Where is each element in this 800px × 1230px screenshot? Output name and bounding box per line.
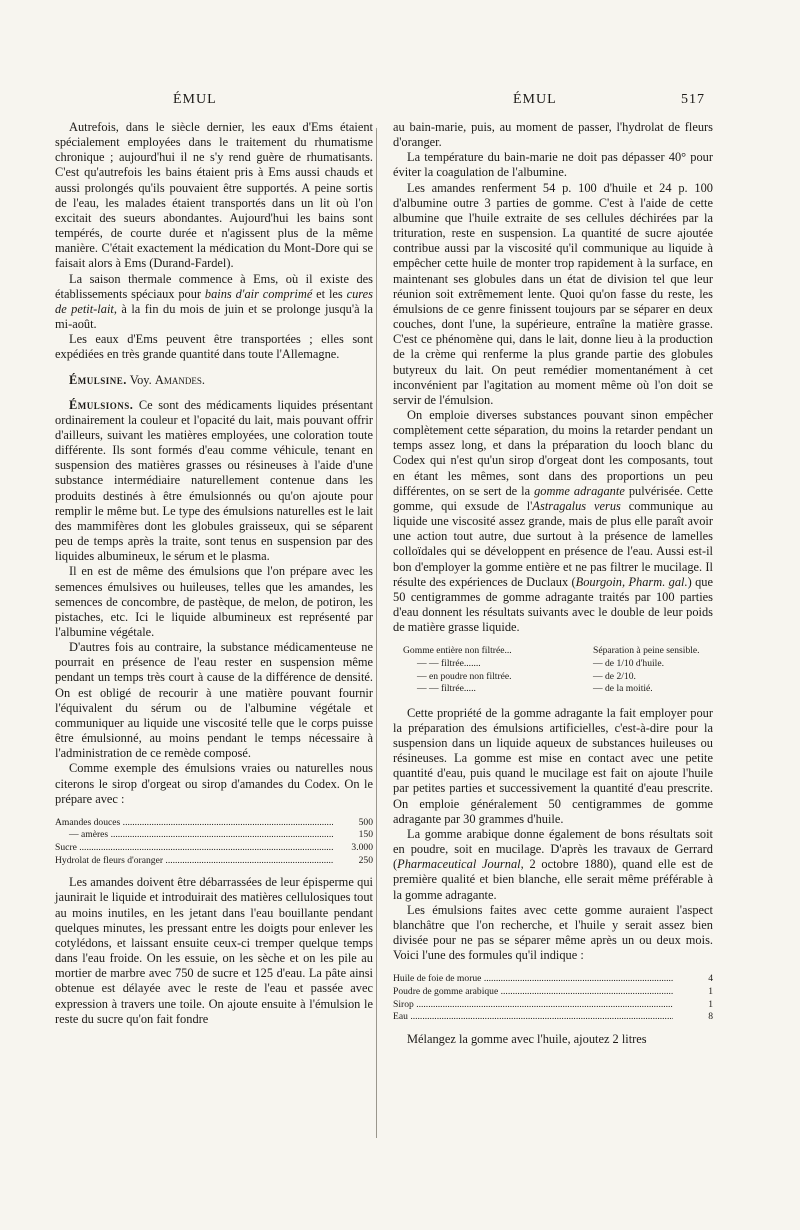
entry-emulsions: Émulsions. Ce sont des médicaments liquides présentant ordinairement la couleur et l'opacité du lait, mais pouvant offrir d'ailleurs, suivant les matières employées, une coloration toute différente. Ils sont formés d'eau comme véhicule, tenant en suspension des matières grasses ou résineuses à l'aide d'une substance intermédiaire naturellement contenue dans les produits destinés à être émulsionnés ou qu'on ajoute pour remplir le même but. Le type des émulsions naturelles est le lait des mammifères dont les globules graisseux, qui se séparent peu de temps après la traite, sont tenus en suspension par des liquides albumineux, le sérum et le plasma.	[55, 397, 373, 564]
paragraph: La température du bain-marie ne doit pas dépasser 40° pour éviter la coagulation de l'albumine.	[393, 150, 713, 180]
paragraph: La gomme arabique donne également de bons résultats soit en poudre, soit en mucilage. D'après les travaux de Gerrard (Pharmaceutical Journal, 2 octobre 1880), quand elle est de première qualité et bien blanche, elle serait même préférable à la gomme adragante.	[393, 826, 713, 902]
left-column	[55, 120, 373, 1027]
table-row: — en poudre non filtrée. — de 2/10.	[417, 670, 636, 682]
paragraph: Les émulsions faites avec cette gomme auraient l'aspect blanchâtre que l'on recherche, et l'huile y serait assez bien divisée pour ne pas se séparer même après un ou deux mois. Voici l'une des formules qu'il indique :	[393, 902, 713, 963]
cross-reference: Amandes.	[154, 372, 205, 387]
column-divider	[376, 128, 377, 1138]
recipe-row: Sucre ..... 3.000	[55, 842, 373, 855]
recipe-row: Eau ..... 8	[393, 1011, 713, 1024]
paragraph: On emploie diverses substances pouvant sinon empêcher complètement cette séparation, du moins la retarder pendant un temps assez long, et dans la préparation du looch blanc du Codex qui n'est qu'un sirop d'orgeat dont les composants, tout en étant les mêmes, sont dans des proportions un peu différentes, on se sert de la gomme adragante pulvérisée. Cette gomme, qui exsude de l'Astragalus verus communique au liquide une viscosité assez grande, mais de plus elle paraît avoir une action tout autre, due surtout à la présence de lamelles colloïdales qui se développent en présence de l'eau. Aussi est-il bon d'employer la gomme entière et ne pas filtrer le mucilage. Il résulte des expériences de Duclaux (Bourgoin, Pharm. gal.) que 50 centigrammes de gomme adragante traités par 100 parties d'eau donnent les résultats suivants avec le double de leur poids de matière grasse liquide.	[393, 407, 714, 635]
paragraph-ems-season: La saison thermale commence à Ems, où il existe des établissements spéciaux pour bains d'air comprimé et les cures de petit-lait, à la fin du mois de juin et se prolonge jusqu'à la mi-août.	[55, 271, 373, 332]
paragraph: Mélangez la gomme avec l'huile, ajoutez 2 litres	[407, 1031, 647, 1046]
paragraph: Cette propriété de la gomme adragante la fait employer pour la préparation des émulsions artificielles, c'est-à-dire pour la suspension dans un liquide aqueux de substances huileuses ou résineuses. La gomme est mise en contact avec une petite quantité d'eau, puis quand le mucilage est fait on ajoute l'huile par petites parties et successivement la quantité d'eau prescrite. On emploie généralement 50 centigrammes de gomme adragante par 30 grammes d'huile.	[393, 705, 713, 826]
right-column	[393, 120, 713, 1047]
table-row: — — filtrée..... — de la moitié.	[417, 683, 653, 695]
paragraph: Les amandes renferment 54 p. 100 d'huile et 24 p. 100 d'albumine outre 3 parties de gomme. C'est à l'aide de cette albumine que l'huile extraite de ses cellules déchirées par la trituration, reste en suspension. La quantité de sucre ajoutée contribue aussi par la viscosité qu'il communique au liquide à empêcher cette huile de monter trop rapidement à la surface, en maintenant ses globules dans un état de division tel que leur réunion soit extrêmement lente. Quoi qu'on fasse du reste, les émulsions de ce genre finissent toujours par se séparer en deux couches, dont l'une, la supérieure, entraîne la matière grasse. C'est ce phénomène qui, dans le lait, donne lieu à la production de la crème qui renferme la plus grande partie des globules butyreux du lait. On peut remédier momentanément à cet inconvénient par l'agitation au moment même où l'on doit se servir de l'émulsion.	[393, 180, 713, 407]
recipe-row: — amères ..... 150	[55, 829, 373, 842]
paragraph-ems-history: Autrefois, dans le siècle dernier, les eaux d'Ems étaient spécialement employées dans le traitement du rhumatisme chronique ; aujourd'hui il ne s'y rend guère de rhumatisants. C'est qu'autrefois les bains étaient pris à Ems aussi chauds et aussi prolongés qu'ils pouvaient être supportés. A peine sortis de l'eau, les malades étaient transportés dans un lit où l'on excitait des sueurs abondantes. Aujourd'hui les bains sont tempérés, de courte durée et n'agissent plus de la même manière. C'était exactement la médication du Mont-Dore qui se faisait alors à Ems (Durand-Fardel).	[55, 120, 373, 271]
paragraph: D'autres fois au contraire, la substance médicamenteuse ne pourrait en présence de l'eau rester en suspension même pendant un temps très court à cause de la différence de densité. On est obligé de recourir à une matière pouvant fournir l'équivalent du sérum ou de l'albumine végétale et communiquer au liquide une viscosité telle que le corps puisse être émulsionné, au moins pendant le temps nécessaire à l'administration de ce remède composé.	[55, 640, 373, 761]
entry-keyword: Émulsions.	[69, 397, 134, 412]
recipe-row: Poudre de gomme arabique ..... 1	[393, 986, 713, 999]
recipe-sirop-orgeat	[55, 817, 373, 867]
running-head-left: ÉMUL	[173, 92, 217, 107]
paragraph: Il en est de même des émulsions que l'on prépare avec les semences émulsives ou huileuses, telles que les amandes, les semences de concombre, de pastèque, de melon, de potiron, les pistaches, etc. Ici le liquide albumineux est représenté par l'albumine végétale.	[55, 564, 373, 639]
entry-keyword: Émulsine.	[69, 372, 127, 387]
paragraph: Les amandes doivent être débarrassées de leur épisperme qui jaunirait le liquide et introduirait des matières cellulosiques tout au moins inutiles, en les jetant dans l'eau bouillante pendant quelques minutes, les pressant entre les doigts pour enlever les cotylédons, et laissant ensuite ceux-ci tremper quelque temps dans l'eau froide. On les essuie, on les sèche et on les pile au mortier de marbre avec 750 de sucre et 125 d'eau. La pâte ainsi obtenue est délayée avec le reste de l'eau et passée avec expression à travers une toile. On ajoute ensuite à l'émulsion le reste du sucre qu'on fait fondre	[55, 875, 373, 1026]
page-number: 517	[681, 92, 705, 107]
recipe-row: Hydrolat de fleurs d'oranger ..... 250	[55, 855, 373, 868]
paragraph: Comme exemple des émulsions vraies ou naturelles nous citerons le sirop d'orgeat ou sirop d'amandes du Codex. On le prépare avec :	[55, 761, 373, 806]
results-table	[403, 645, 713, 695]
entry-emulsine: Émulsine. Voy. Amandes.	[69, 372, 205, 387]
recipe-row: Huile de foie de morue ..... 4	[393, 973, 713, 986]
table-row: — — filtrée....... — de 1/10 d'huile.	[417, 657, 665, 669]
table-row: Gomme entière non filtrée... Séparation à peine sensible.	[403, 645, 700, 657]
recipe-row: Amandes douces ..... 500	[55, 817, 373, 830]
recipe-huile-foie-morue	[393, 973, 713, 1023]
paragraph-ems-transport: Les eaux d'Ems peuvent être transportées ; elles sont expédiées en très grande quantité dans toute l'Allemagne.	[55, 332, 373, 362]
recipe-row: Sirop ..... 1	[393, 999, 713, 1012]
paragraph-continued: au bain-marie, puis, au moment de passer, l'hydrolat de fleurs d'oranger.	[393, 120, 713, 150]
running-head-center: ÉMUL	[513, 92, 557, 107]
